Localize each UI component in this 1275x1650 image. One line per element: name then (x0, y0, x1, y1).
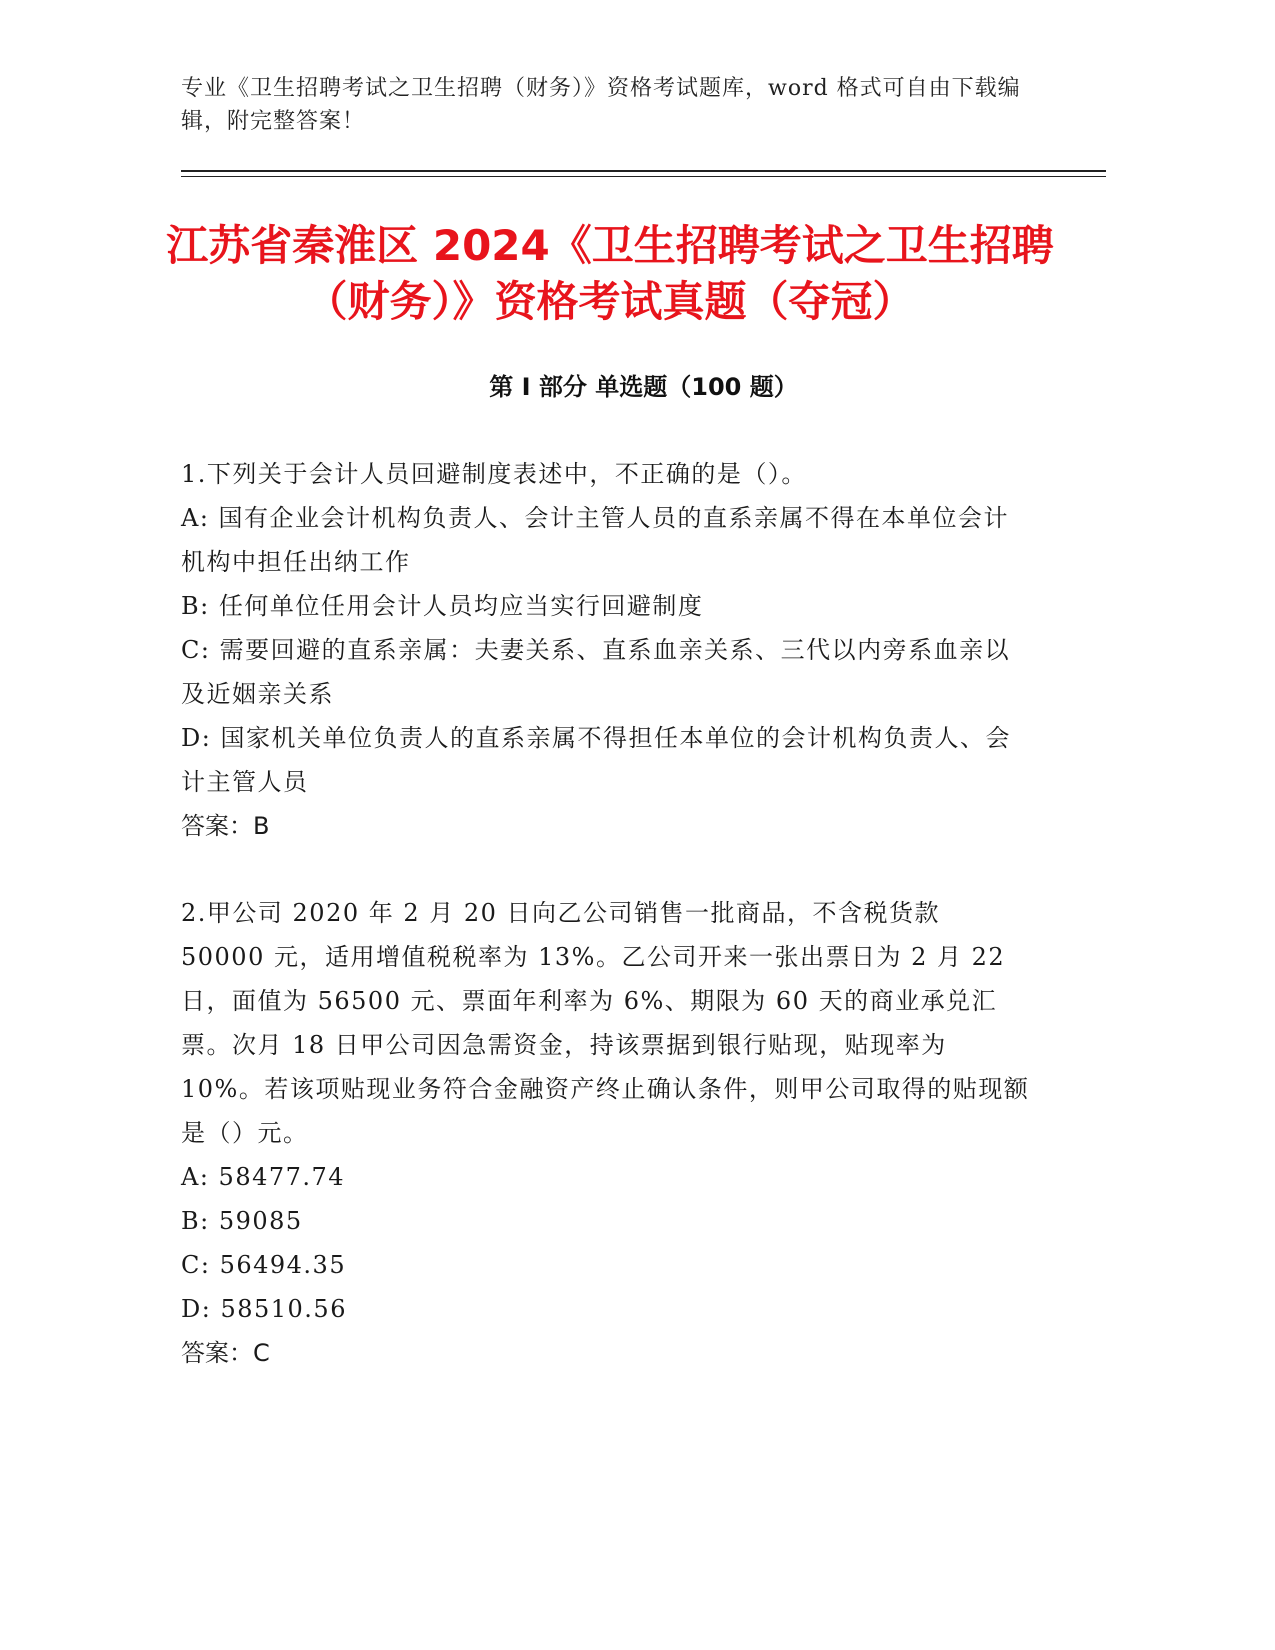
question-2-option-c: C: 56494.35 (181, 1251, 347, 1279)
question-1-option-b: B: 任何单位任用会计人员均应当实行回避制度 (181, 592, 704, 620)
question-2-answer: 答案：C (181, 1339, 270, 1367)
header-rule-thin (181, 176, 1106, 177)
question-1-option-c: C: 需要回避的直系亲属：夫妻关系、直系血亲关系、三代以内旁系血亲以及近姻亲关系 (181, 636, 1011, 708)
section-title: 第 I 部分 单选题（100 题） (489, 373, 798, 401)
question-2-option-b: B: 59085 (181, 1207, 303, 1235)
question-2-option-d: D: 58510.56 (181, 1295, 347, 1323)
question-list (181, 452, 1031, 1418)
header-rule-thick (181, 170, 1106, 172)
question-2 (181, 891, 1031, 1375)
question-1-answer: 答案：B (181, 812, 270, 840)
question-1-option-a: A: 国有企业会计机构负责人、会计主管人员的直系亲属不得在本单位会计机构中担任出纳工作 (181, 504, 1010, 576)
document-title: 江苏省秦淮区 2024《卫生招聘考试之卫生招聘（财务）》资格考试真题（夺冠） (166, 221, 1054, 326)
header-note: 专业《卫生招聘考试之卫生招聘（财务）》资格考试题库，word 格式可自由下载编辑，附完整答案！ (181, 76, 1021, 134)
question-2-text: 2.甲公司 2020 年 2 月 20 日向乙公司销售一批商品，不含税货款 50000 元，适用增值税税率为 13%。乙公司开来一张出票日为 2 月 22 日，面值为 56500 元、票面年利率为 6%、期限为 60 天的商业承兑汇票。次月 18 日甲公司因急需资金，持该票据到银行贴现，贴现率为 10%。若该项贴现业务符合金融资产终止确认条件，则甲公司取得的贴现额是（）元。 (181, 899, 1030, 1147)
question-1 (181, 452, 1031, 848)
question-1-text: 1.下列关于会计人员回避制度表述中，不正确的是（）。 (181, 460, 807, 488)
question-2-option-a: A: 58477.74 (181, 1163, 346, 1191)
question-1-option-d: D: 国家机关单位负责人的直系亲属不得担任本单位的会计机构负责人、会计主管人员 (181, 724, 1011, 796)
